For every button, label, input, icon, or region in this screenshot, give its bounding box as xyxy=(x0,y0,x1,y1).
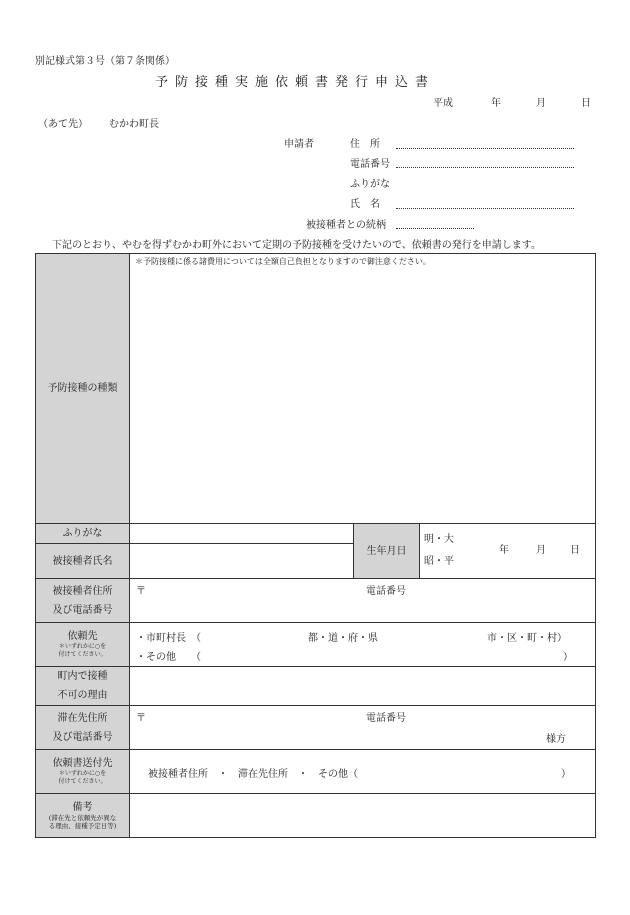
request-to-line2-prefix: ・その他 （ xyxy=(136,652,201,663)
row-request-to xyxy=(36,623,596,667)
send-to-note-1: ＊いずれかに○を xyxy=(58,769,107,777)
patient-address-label-1: 被接種者住所 xyxy=(52,585,113,597)
birth-era-1: 明・大 xyxy=(424,534,454,545)
send-to-field[interactable] xyxy=(130,750,596,794)
remarks-note-2: る理由、接種予定日等) xyxy=(48,821,117,830)
furigana-field[interactable] xyxy=(130,524,354,544)
stay-address-label-1: 滞在先住所 xyxy=(57,712,108,724)
applicant-address-field[interactable] xyxy=(396,148,574,149)
patient-name-label: 被接種者氏名 xyxy=(36,544,130,579)
birth-year: 年 xyxy=(499,545,509,556)
row-send-to xyxy=(36,750,596,794)
furigana-label: ふりがな xyxy=(36,524,130,544)
vaccine-type-label: 予防接種の種類 xyxy=(36,254,130,524)
row-vaccine-type xyxy=(36,254,596,524)
birth-era-2: 昭・平 xyxy=(424,556,454,567)
addressee-label: （あて先） xyxy=(38,119,88,130)
reason-label xyxy=(36,667,130,706)
stay-postal-mark: 〒 xyxy=(136,713,146,724)
request-to-note-2: 付けてください。 xyxy=(58,650,107,658)
applicant-phone-label: 電話番号 xyxy=(350,159,390,170)
applicant-name-label: 氏 名 xyxy=(350,199,380,210)
date-month: 月 xyxy=(536,98,546,109)
form-code: 別記様式第３号（第７条関係） xyxy=(35,56,175,67)
remarks-field[interactable] xyxy=(130,794,596,838)
applicant-relation-field[interactable] xyxy=(396,228,474,229)
addressee-name: むかわ町長 xyxy=(109,119,159,130)
send-to-options: 被接種者住所 ・ 滞在先住所 ・ その他（ xyxy=(148,769,358,780)
patient-address-label xyxy=(36,579,130,623)
stay-sama-label: 様方 xyxy=(546,734,566,745)
request-to-line1-prefix: ・市町村長 （ xyxy=(136,633,201,644)
applicant-address-label: 住 所 xyxy=(350,139,380,150)
request-to-field[interactable] xyxy=(130,623,596,667)
stay-address-field[interactable] xyxy=(130,706,596,750)
request-to-line1-mid: 都・道・府・県 xyxy=(308,633,378,644)
vaccine-type-field[interactable] xyxy=(130,254,596,524)
vaccine-type-note: ＊予防接種に係る諸費用については全額自己負担となりますので御注意ください。 xyxy=(135,257,431,266)
date-era: 平成 xyxy=(433,98,453,109)
patient-name-field[interactable] xyxy=(130,544,354,579)
application-form-table xyxy=(35,253,596,838)
row-reason xyxy=(36,667,596,706)
send-to-label-text: 依頼書送付先 xyxy=(52,757,113,769)
applicant-label: 申請者 xyxy=(284,139,314,150)
patient-address-label-2: 及び電話番号 xyxy=(52,604,113,616)
reason-label-2: 不可の理由 xyxy=(57,690,108,701)
applicant-furigana-label: ふりがな xyxy=(350,179,390,190)
request-to-note-1: ＊いずれかに○を xyxy=(58,642,107,650)
applicant-relation-label: 被接種者との続柄 xyxy=(306,220,386,231)
request-to-line1-end: 市・区・町・村） xyxy=(487,633,567,644)
patient-address-field[interactable] xyxy=(130,579,596,623)
send-to-note-2: 付けてください。 xyxy=(58,777,107,785)
page-title: 予防接種実施依頼書発行申込書 xyxy=(155,75,436,90)
stay-address-label-2: 及び電話番号 xyxy=(52,731,113,743)
reason-label-1: 町内で接種 xyxy=(57,671,108,682)
birthdate-field[interactable] xyxy=(420,524,596,579)
patient-phone-label: 電話番号 xyxy=(366,586,406,597)
remarks-label-text: 備考 xyxy=(72,801,93,813)
applicant-phone-field[interactable] xyxy=(396,167,574,168)
request-to-label-text: 依頼先 xyxy=(67,630,98,642)
request-to-line2-end: ） xyxy=(563,652,573,663)
row-remarks xyxy=(36,794,596,838)
patient-postal-mark: 〒 xyxy=(136,586,146,597)
send-to-label xyxy=(36,750,130,794)
date-day: 日 xyxy=(581,98,591,109)
row-patient-address xyxy=(36,579,596,623)
remarks-note-1: (滞在先と依頼先が異な xyxy=(48,813,117,822)
birth-month: 月 xyxy=(536,545,546,556)
reason-field[interactable] xyxy=(130,667,596,706)
intro-text: 下記のとおり、やむを得ずむかわ町外において定期の予防接種を受けたいので、依頼書の発行を申請します。 xyxy=(52,240,541,251)
birth-day: 日 xyxy=(570,545,580,556)
request-to-label xyxy=(36,623,130,667)
date-year: 年 xyxy=(491,98,501,109)
remarks-label xyxy=(36,794,130,838)
send-to-end: ） xyxy=(561,769,571,780)
row-stay-address xyxy=(36,706,596,750)
row-furigana xyxy=(36,524,596,544)
birthdate-label: 生年月日 xyxy=(354,524,420,579)
stay-phone-label: 電話番号 xyxy=(366,713,406,724)
applicant-name-field[interactable] xyxy=(396,208,574,209)
stay-address-label xyxy=(36,706,130,750)
